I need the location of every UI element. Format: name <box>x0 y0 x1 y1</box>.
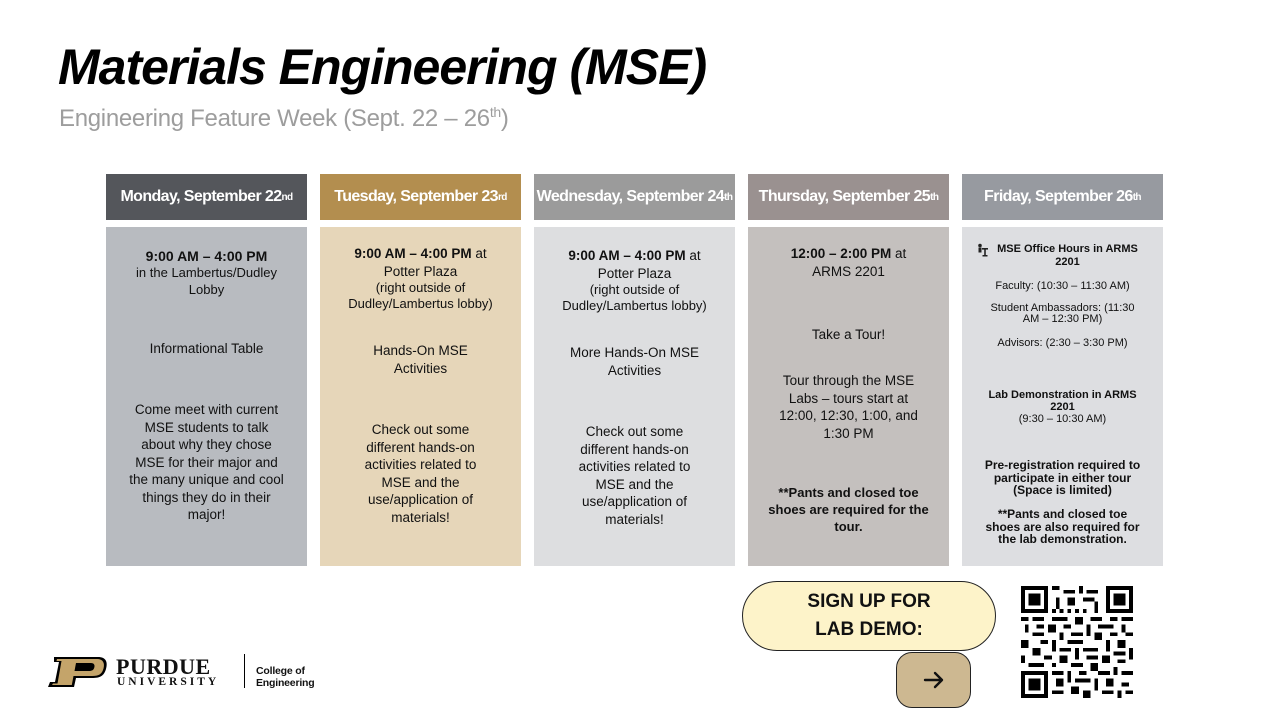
event-time-suffix: at <box>471 246 487 261</box>
day-header-thursday <box>748 174 949 220</box>
logo-university: UNIVERSITY <box>117 676 220 688</box>
lab-demo-note: **Pants and closed toe shoes are also required for the lab demonstration. <box>985 507 1140 547</box>
logo-college: College of Engineering <box>256 665 315 689</box>
preregistration-note: Pre-registration required to participate in either tour (Space is limited) <box>984 458 1141 498</box>
day-header-sup: rd <box>497 191 507 203</box>
day-panel-friday <box>962 227 1163 566</box>
day-header-sup: th <box>930 191 939 203</box>
lab-demo-time: (9:30 – 10:30 AM) <box>1018 413 1107 425</box>
page-subtitle <box>59 104 509 133</box>
event-description: Tour through the MSE Labs – tours start at 12:00, 12:30, 1:00, and 1:30 PM <box>779 373 918 441</box>
logo-purdue: PURDUE <box>116 654 211 679</box>
day-header-wednesday <box>534 174 735 220</box>
faculty-hours: Faculty: (10:30 – 11:30 AM) <box>995 280 1130 292</box>
day-header-label: Wednesday, September 24 <box>536 188 725 205</box>
signup-line-2: LAB DEMO: <box>815 619 923 640</box>
event-activity: Informational Table <box>149 341 264 356</box>
logo-divider <box>244 654 245 688</box>
event-time: 9:00 AM – 4:00 PM <box>568 248 686 263</box>
lab-demo-heading: Lab Demonstration in ARMS 2201 <box>988 389 1137 413</box>
purdue-p-logo-icon <box>46 656 108 688</box>
signup-line-1: SIGN UP FOR <box>807 590 931 612</box>
day-header-sup: th <box>1132 191 1141 203</box>
office-hours-heading <box>962 243 1163 268</box>
event-location: Potter Plaza <box>383 263 458 279</box>
event-location: in the Lambertus/Dudley Lobby <box>136 265 277 298</box>
arrow-right-icon <box>921 667 947 693</box>
person-at-podium-icon <box>976 243 990 257</box>
event-activity: More Hands-On MSE Activities <box>569 345 700 378</box>
signup-arrow-button[interactable] <box>896 652 971 708</box>
page-title: Materials Engineering (MSE) <box>58 39 707 95</box>
qr-code-icon[interactable] <box>1021 586 1133 698</box>
event-description: Come meet with current MSE students to talk about why they chose MSE for their major and the many unique and cool things they do in their major! <box>129 402 284 523</box>
event-activity: Take a Tour! <box>811 327 886 342</box>
day-panel-monday <box>106 227 307 566</box>
event-location-note: (right outside of Dudley/Lambertus lobby) <box>562 282 707 314</box>
subtitle-close: ) <box>500 105 509 132</box>
purdue-college-logo <box>46 652 356 692</box>
day-header-friday <box>962 174 1163 220</box>
event-time-suffix: at <box>685 248 701 263</box>
office-hours-label: MSE Office Hours in ARMS 2201 <box>997 243 1138 268</box>
day-header-sup: th <box>724 191 733 203</box>
day-panel-thursday <box>748 227 949 566</box>
day-header-label: Monday, September 22 <box>120 188 282 205</box>
day-panel-tuesday <box>320 227 521 566</box>
event-time: 9:00 AM – 4:00 PM <box>145 248 268 264</box>
event-activity: Hands-On MSE Activities <box>373 343 468 376</box>
event-location: ARMS 2201 <box>812 263 885 279</box>
event-location: Potter Plaza <box>597 265 672 281</box>
subtitle-sup: th <box>489 104 501 120</box>
event-time: 9:00 AM – 4:00 PM <box>354 246 472 261</box>
day-header-monday <box>106 174 307 220</box>
event-time: 12:00 – 2:00 PM <box>790 246 892 261</box>
day-header-label: Tuesday, September 23 <box>334 188 498 205</box>
advisor-hours: Advisors: (2:30 – 3:30 PM) <box>997 337 1128 349</box>
signup-lab-demo-button[interactable] <box>742 581 996 651</box>
day-header-label: Friday, September 26 <box>984 188 1133 205</box>
day-header-tuesday <box>320 174 521 220</box>
event-note: **Pants and closed toe shoes are required for the tour. <box>768 485 929 534</box>
event-description: Check out some different hands-on activities related to MSE and the use/application of materials! <box>364 422 477 525</box>
ambassador-hours: Student Ambassadors: (11:30 AM – 12:30 PM) <box>990 302 1135 325</box>
subtitle-text: Engineering Feature Week (Sept. 22 – 26 <box>59 105 490 132</box>
event-description: Check out some different hands-on activities related to MSE and the use/application of materials! <box>578 424 691 527</box>
event-location-note: (right outside of Dudley/Lambertus lobby) <box>348 280 493 312</box>
day-header-sup: nd <box>281 191 293 203</box>
event-time-suffix: at <box>891 246 907 261</box>
day-header-label: Thursday, September 25 <box>758 188 931 205</box>
day-panel-wednesday <box>534 227 735 566</box>
